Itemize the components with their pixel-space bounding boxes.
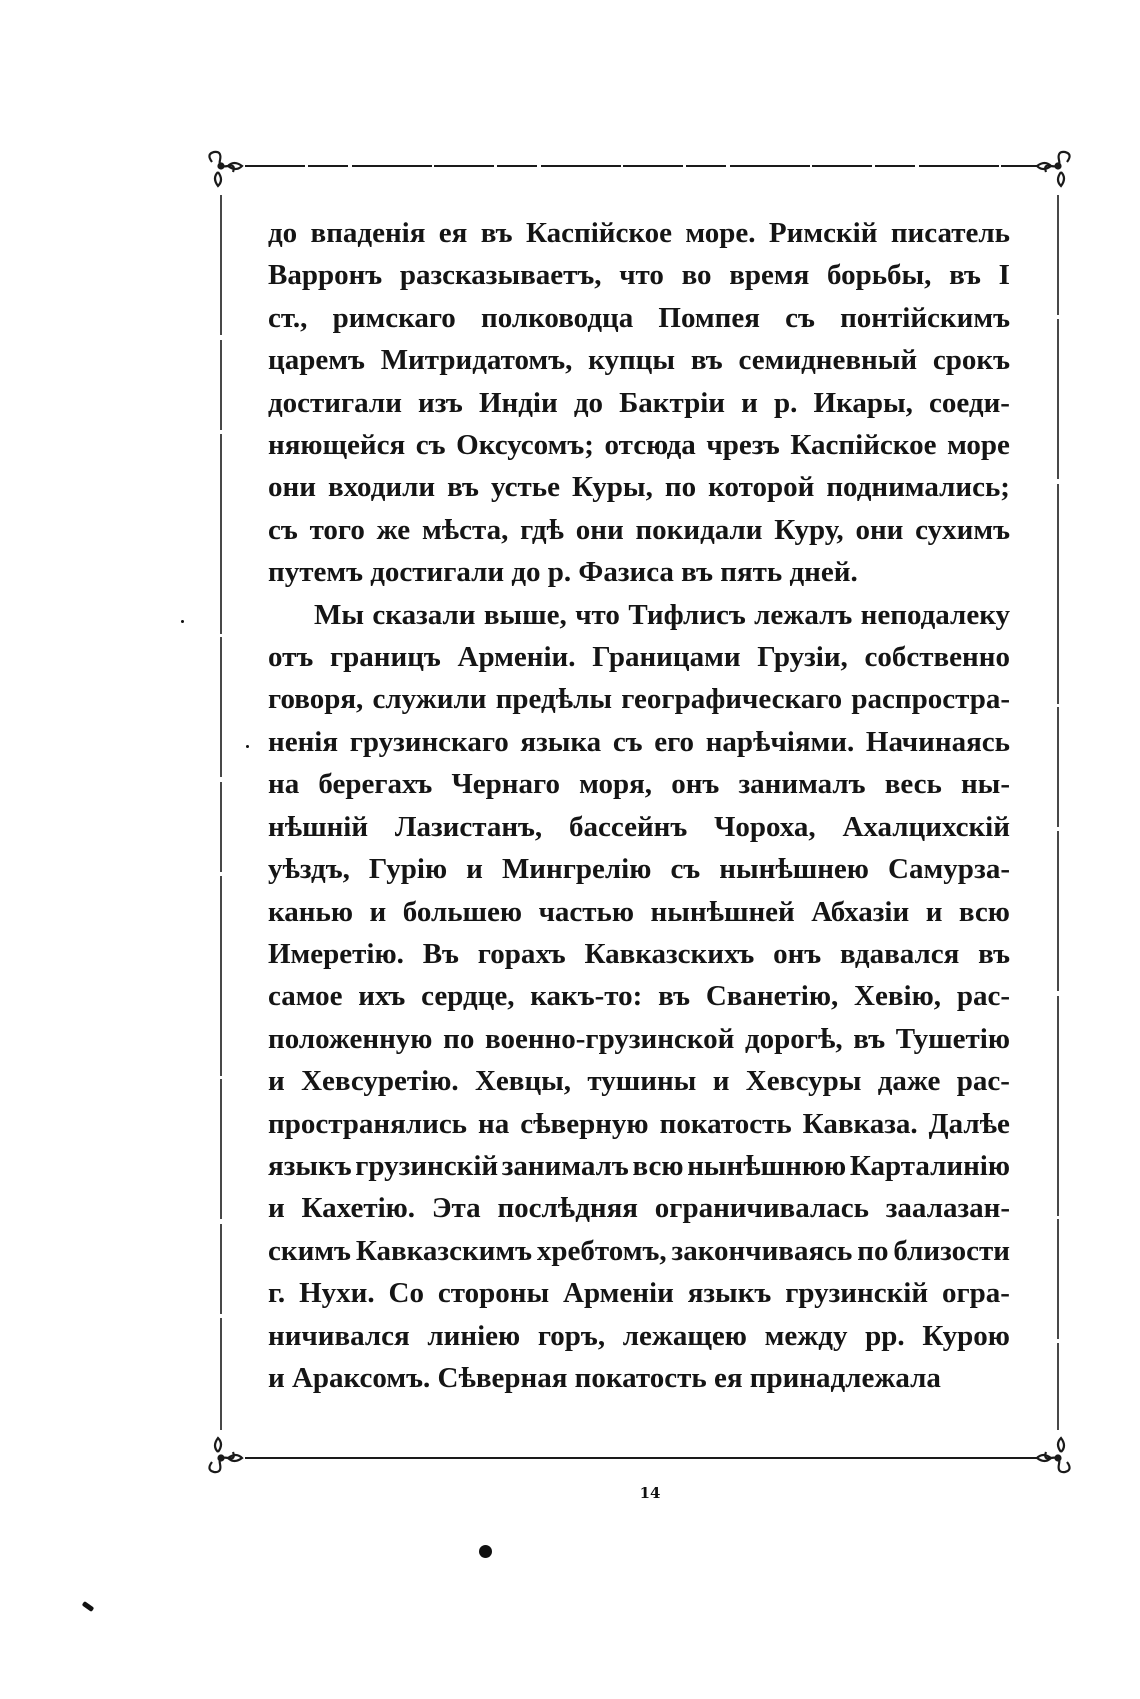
text-line: и Хевсуретію. Хевцы, тушины и Хевсуры даже рас- — [268, 1065, 1010, 1098]
text-line: до впаденія ея въ Каспійское море. Римскій писатель — [268, 217, 1010, 249]
text-line: г. Нухи. Со стороны Арменіи языкъ грузинскій огра- — [268, 1277, 1010, 1310]
text-line: скимъ Кавказскимъ хребтомъ, закончиваясь по близости — [268, 1234, 1010, 1267]
text-line: съ того же мѣста, гдѣ они покидали Куру, они сухимъ — [268, 513, 1010, 546]
text-line: Имеретію. Въ горахъ Кавказскихъ онъ вдавался въ — [268, 937, 1010, 970]
scan-dot — [479, 1545, 492, 1558]
text-line: путемъ достигали до р. Фазиса въ пять дней. — [268, 556, 858, 589]
text-line: они входили въ устье Куры, по которой поднимались; — [268, 471, 1010, 504]
text-line: ст., римскаго полководца Помпея съ понтійскимъ — [268, 301, 1010, 334]
corner-ornament-top-left — [209, 152, 242, 186]
text-line: на берегахъ Чернаго моря, онъ занималъ весь ны- — [268, 768, 1010, 801]
text-line: и Араксомъ. Сѣверная покатость ея принадлежала — [268, 1361, 941, 1394]
corner-ornament-top-right — [1037, 152, 1070, 186]
corner-ornament-bottom-left — [209, 1438, 242, 1472]
text-line: языкъ грузинскій занималъ всю нынѣшнюю Карталинію — [268, 1149, 1010, 1182]
text-line: положенную по военно-грузинской дорогѣ, въ Тушетію — [268, 1022, 1010, 1055]
text-line: отъ границъ Арменіи. Границами Грузіи, собственно — [268, 641, 1010, 674]
paragraph — [268, 594, 1010, 1400]
text-line: и Кахетію. Эта послѣдняя ограничивалась заалазан- — [268, 1192, 1010, 1225]
corner-ornament-bottom-right — [1037, 1438, 1070, 1472]
paragraph — [268, 212, 1010, 594]
text-line: уѣздъ, Гурію и Мингрелію съ нынѣшнею Самурза- — [268, 853, 1010, 886]
text-line: царемъ Митридатомъ, купцы въ семидневный срокъ — [268, 344, 1010, 377]
body-text — [268, 212, 1010, 1399]
text-line: няющейся съ Оксусомъ; отсюда чрезъ Каспійское море — [268, 429, 1010, 462]
text-line: Варронъ разсказываетъ, что во время борьбы, въ I — [268, 259, 1010, 292]
scan-speck — [181, 620, 184, 623]
scan-speck — [246, 745, 249, 748]
text-line: говоря, служили предѣлы географическаго распростра- — [268, 683, 1010, 716]
text-line: нѣшній Лазистанъ, бассейнъ Чороха, Ахалцихскій — [268, 810, 1010, 843]
text-line: канью и большею частью нынѣшней Абхазіи и всю — [268, 895, 1010, 928]
text-line: Мы сказали выше, что Тифлисъ лежалъ неподалеку — [314, 598, 1010, 631]
text-line: самое ихъ сердце, какъ-то: въ Сванетію, Хевію, рас- — [268, 980, 1010, 1013]
text-line: пространялись на сѣверную покатость Кавказа. Далѣе — [268, 1107, 1010, 1140]
text-line: ненія грузинскаго языка съ его нарѣчіями. Начинаясь — [268, 725, 1010, 758]
text-line: достигали изъ Индіи до Бактріи и р. Икары, соеди- — [268, 386, 1010, 419]
scan-mark — [82, 1601, 95, 1612]
page-number: 14 — [639, 1484, 661, 1502]
text-line: ничивался линіею горъ, лежащею между рр. Курою — [268, 1319, 1010, 1352]
